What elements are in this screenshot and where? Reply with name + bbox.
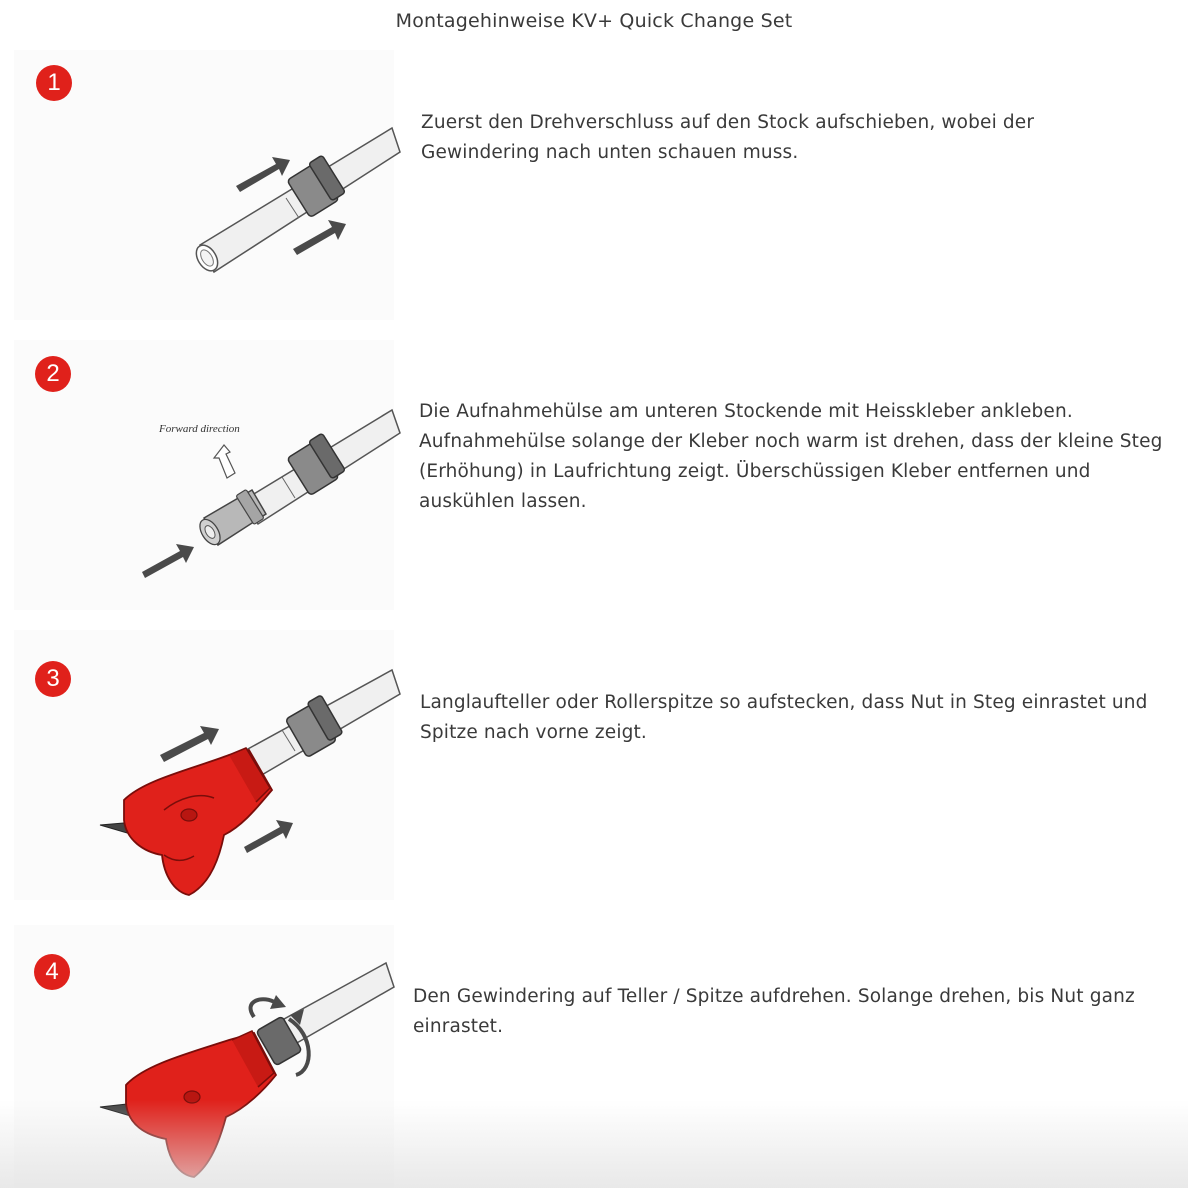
page-title: Montagehinweise KV+ Quick Change Set bbox=[395, 10, 793, 32]
step-2 bbox=[0, 340, 1188, 620]
step-number-badge: 3 bbox=[35, 661, 71, 697]
step-3-description: Langlaufteller oder Rollerspitze so aufstecken, dass Nut in Steg einrastet und Spitze nach vorne zeigt. bbox=[420, 692, 1148, 743]
step-1 bbox=[0, 50, 1188, 330]
step-1-illustration bbox=[14, 50, 394, 320]
forward-direction-label: Forward direction bbox=[159, 423, 240, 435]
step-2-description: Die Aufnahmehülse am unteren Stockende mit Heisskleber ankleben. Aufnahmehülse solange der Kleber noch warm ist drehen, dass der kleine Steg (Erhöhung) in Laufrichtung zeigt. Überschüssigen Kleber entfernen und auskühlen lassen. bbox=[419, 401, 1163, 512]
step-2-illustration bbox=[14, 340, 394, 610]
push-arrow-icon bbox=[142, 544, 194, 578]
step-3-illustration bbox=[14, 630, 394, 900]
step-3 bbox=[0, 630, 1188, 910]
basket-tip bbox=[100, 748, 272, 895]
step-number-badge: 4 bbox=[34, 954, 70, 990]
step-number-badge: 1 bbox=[36, 65, 72, 101]
adapter-sleeve bbox=[196, 489, 266, 548]
forward-arrow-icon bbox=[214, 445, 235, 478]
step-1-description: Zuerst den Drehverschluss auf den Stock aufschieben, wobei der Gewindering nach unten schauen muss. bbox=[421, 112, 1035, 163]
step-4-description: Den Gewindering auf Teller / Spitze aufdrehen. Solange drehen, bis Nut ganz einrastet. bbox=[413, 986, 1135, 1037]
bottom-fade bbox=[0, 1100, 1188, 1188]
step-number-badge: 2 bbox=[35, 356, 71, 392]
